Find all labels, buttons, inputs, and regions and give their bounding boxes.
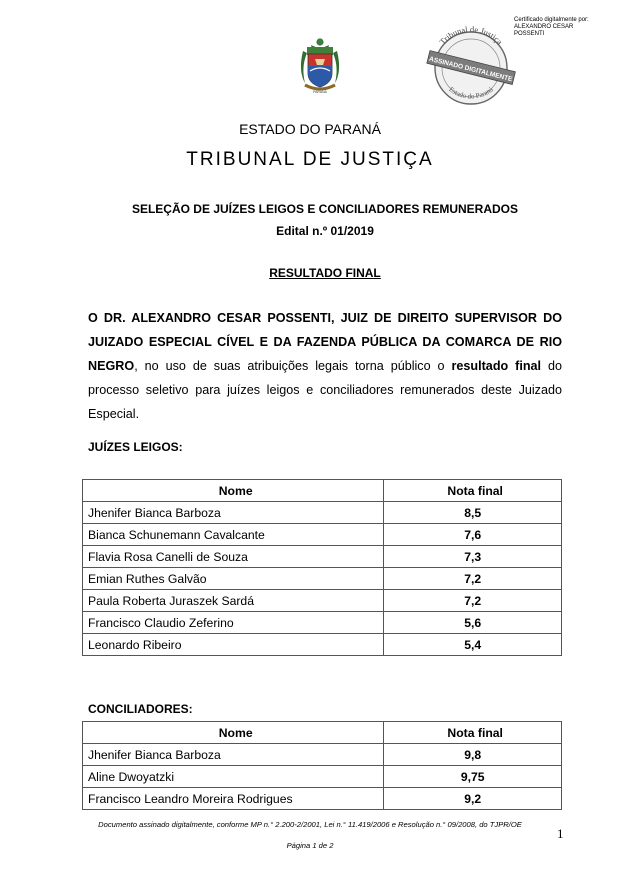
parana-coat-of-arms-icon (297, 37, 343, 95)
candidate-grade: 7,2 (384, 590, 562, 612)
candidate-name: Bianca Schunemann Cavalcante (83, 524, 384, 546)
table-row (83, 502, 562, 524)
intro-paragraph (88, 306, 562, 426)
candidate-grade: 9,75 (384, 766, 562, 788)
paragraph-end: do processo seletivo para juízes leigos e conciliadores remunerados deste Juizado Especial. (88, 359, 563, 421)
candidate-name: Francisco Leandro Moreira Rodrigues (83, 788, 384, 810)
digital-signature-seal-icon (423, 24, 519, 106)
page-label: Página 1 de 2 (286, 841, 334, 850)
candidate-name: Jhenifer Bianca Barboza (83, 744, 384, 766)
candidate-grade: 7,3 (384, 546, 562, 568)
juizes-heading: JUÍZES LEIGOS: (88, 440, 183, 454)
result-heading: RESULTADO FINAL (269, 266, 381, 280)
judge-intro-text: O DR. ALEXANDRO CESAR POSSENTI, JUIZ DE DIREITO SUPERVISOR DO JUIZADO ESPECIAL CÍVEL E DA FAZENDA PÚBLICA DA COMARCA DE RIO NEGRO (88, 311, 562, 373)
table-row (83, 788, 562, 810)
table-row (83, 590, 562, 612)
seal-bottom-text: Estado do Paraná (447, 85, 495, 101)
state-title: ESTADO DO PARANÁ (239, 121, 381, 137)
conciliadores-table (82, 721, 562, 810)
table-header-row (83, 480, 562, 502)
column-header-grade: Nota final (384, 722, 562, 744)
paragraph-middle: , no uso de suas atribuições legais torna público o (134, 359, 452, 373)
certificate-line: POSSENTI (514, 31, 545, 37)
certificate-line: ALEXANDRO CESAR (514, 24, 574, 30)
page-number: 1 (557, 826, 564, 841)
juizes-table (82, 479, 562, 656)
candidate-grade: 7,6 (384, 524, 562, 546)
candidate-grade: 8,5 (384, 502, 562, 524)
certificate-line: Certificado digitalmente por: (514, 17, 589, 23)
table-row (83, 568, 562, 590)
candidate-grade: 5,4 (384, 634, 562, 656)
column-header-name: Nome (83, 722, 384, 744)
result-emphasis: resultado final (451, 359, 542, 373)
seal-top-text: Tribunal de Justiça (438, 24, 505, 47)
footer-note: Documento assinado digitalmente, conforme MP n.° 2.200-2/2001, Lei n.° 11.419/2006 e Resolução n.° 09/2008, do TJPR/OE (98, 820, 522, 829)
candidate-name: Jhenifer Bianca Barboza (83, 502, 384, 524)
tribunal-title: TRIBUNAL DE JUSTIÇA (186, 149, 434, 170)
column-header-name: Nome (83, 480, 384, 502)
selection-title: SELEÇÃO DE JUÍZES LEIGOS E CONCILIADORES REMUNERADOS (131, 202, 519, 216)
conciliadores-heading: CONCILIADORES: (88, 702, 193, 716)
seal-band-text: ASSINADO DIGITALMENTE (428, 55, 514, 84)
table-row (83, 524, 562, 546)
edital-number: Edital n.º 01/2019 (276, 224, 374, 238)
svg-text:PARANÁ: PARANÁ (313, 90, 327, 94)
candidate-name: Flavia Rosa Canelli de Souza (83, 546, 384, 568)
table-row (83, 546, 562, 568)
candidate-grade: 7,2 (384, 568, 562, 590)
table-header-row (83, 722, 562, 744)
candidate-name: Emian Ruthes Galvão (83, 568, 384, 590)
candidate-name: Leonardo Ribeiro (83, 634, 384, 656)
candidate-name: Francisco Claudio Zeferino (83, 612, 384, 634)
column-header-grade: Nota final (384, 480, 562, 502)
candidate-grade: 9,2 (384, 788, 562, 810)
candidate-name: Paula Roberta Juraszek Sardá (83, 590, 384, 612)
table-row (83, 634, 562, 656)
candidate-name: Aline Dwoyatzki (83, 766, 384, 788)
certificate-note (514, 17, 618, 38)
table-row (83, 612, 562, 634)
table-row (83, 766, 562, 788)
candidate-grade: 9,8 (384, 744, 562, 766)
candidate-grade: 5,6 (384, 612, 562, 634)
table-row (83, 744, 562, 766)
